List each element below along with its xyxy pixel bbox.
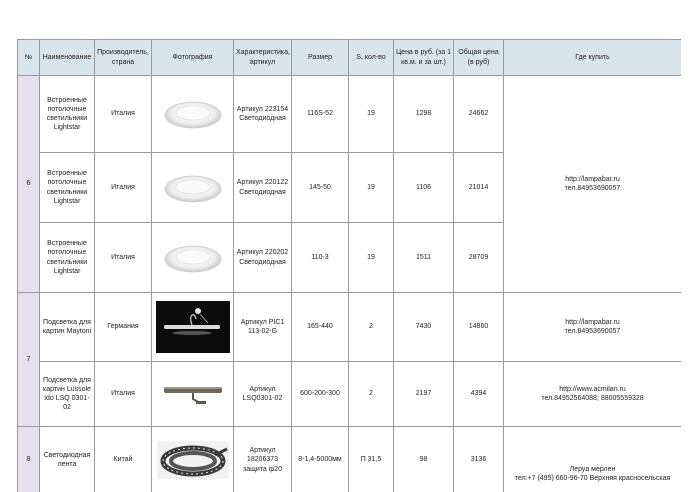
ceiling-spotlight-photo [152,223,234,293]
where-to-buy-cell [504,293,682,362]
total-price: 3136 [454,427,504,492]
col-qty-header: S, кол-во [349,40,394,76]
unit-price: 98 [394,427,454,492]
total-price: 4394 [454,362,504,427]
shop-site: http://www.acmilan.ru [559,385,626,393]
article-spec: Артикул LSQ0301-02 [234,362,292,427]
product-name: Подсветка для картин Lussole ido LSQ 0301-02 [40,362,95,427]
manufacturer-country: Италия [95,76,152,153]
article-spec: Артикул 18206373 защита ip20 [234,427,292,492]
unit-price: 1511 [394,223,454,293]
shop-site: http://lampabar.ru [565,175,620,183]
where-to-buy-cell [504,427,682,492]
col-number-header: № [18,40,40,76]
col-maker-header: Производитель, страна [95,40,152,76]
shop-phone: тел:+7 (495) 660-96-70 Верхняя красносельская [514,474,671,482]
total-price: 28709 [454,223,504,293]
shop-phone: тел.84953690057 [564,328,621,335]
product-name: Подсветка для картин Maytoni [40,293,95,362]
manufacturer-country: Италия [95,153,152,223]
header-row [18,40,682,76]
product-name: Встроенные потолочные светильники Lightstar [40,153,95,223]
unit-price: 7430 [394,293,454,362]
total-price: 24662 [454,76,504,153]
col-price-header: Цена в руб. (за 1 кв.м. и за шт.) [394,40,454,76]
size-value: 110-3 [292,223,349,293]
where-to-buy-cell [504,76,682,293]
quantity-value: 19 [349,76,394,153]
shop-phone: тел.84953690057 [564,185,621,192]
ceiling-spotlight-photo [152,153,234,223]
quantity-value: П 31,5 [349,427,394,492]
table-row [18,293,682,362]
manufacturer-country: Китай [95,427,152,492]
quantity-value: 19 [349,153,394,223]
manufacturer-country: Германия [95,293,152,362]
size-value: 165-440 [292,293,349,362]
article-spec: Артикул PIC1 113-02-G [234,293,292,362]
col-name-header: Наименование [40,40,95,76]
article-spec: Артикул 220122 Светодиодная [234,153,292,223]
picture-light-bronze-photo [152,362,234,427]
unit-price: 1106 [394,153,454,223]
where-to-buy-cell [504,362,682,427]
quantity-value: 2 [349,362,394,427]
shop-site: Леруа мерлен [569,465,616,473]
article-spec: Артикул 220202 Светодиодная [234,223,292,293]
total-price: 14860 [454,293,504,362]
row-number: 6 [18,76,40,293]
col-total-header: Общая цена (в руб) [454,40,504,76]
manufacturer-country: Италия [95,223,152,293]
manufacturer-country: Италия [95,362,152,427]
col-size-header: Размер [292,40,349,76]
size-value: 116S-52 [292,76,349,153]
size-value: 145-50 [292,153,349,223]
led-strip-photo [152,427,234,492]
row-number: 7 [18,293,40,427]
product-name: Светодиодная лента [40,427,95,492]
product-name: Встроенные потолочные светильники Lightstar [40,76,95,153]
unit-price: 2197 [394,362,454,427]
article-spec: Артикул 223154 Светодиодная [234,76,292,153]
shop-site: http://lampabar.ru [565,318,620,326]
table-row [18,76,682,153]
quantity-value: 19 [349,223,394,293]
table-row [18,427,682,492]
col-photo-header: Фотография [152,40,234,76]
shop-phone: тел.84952564088; 88005559328 [541,395,644,402]
table-row [18,362,682,427]
unit-price: 1298 [394,76,454,153]
quantity-value: 2 [349,293,394,362]
product-name: Встроенные потолочные светильники Lightstar [40,223,95,293]
picture-light-dark-photo [152,293,234,362]
size-value: 8-1,4-5000мм [292,427,349,492]
spec-sheet [17,39,681,492]
ceiling-spotlight-photo [152,76,234,153]
total-price: 21014 [454,153,504,223]
lighting-spec-table [17,39,681,492]
col-article-header: Характеристика, артикул [234,40,292,76]
row-number: 8 [18,427,40,492]
size-value: 600-200-300 [292,362,349,427]
col-where-to-buy-header: Где купить [504,40,682,76]
